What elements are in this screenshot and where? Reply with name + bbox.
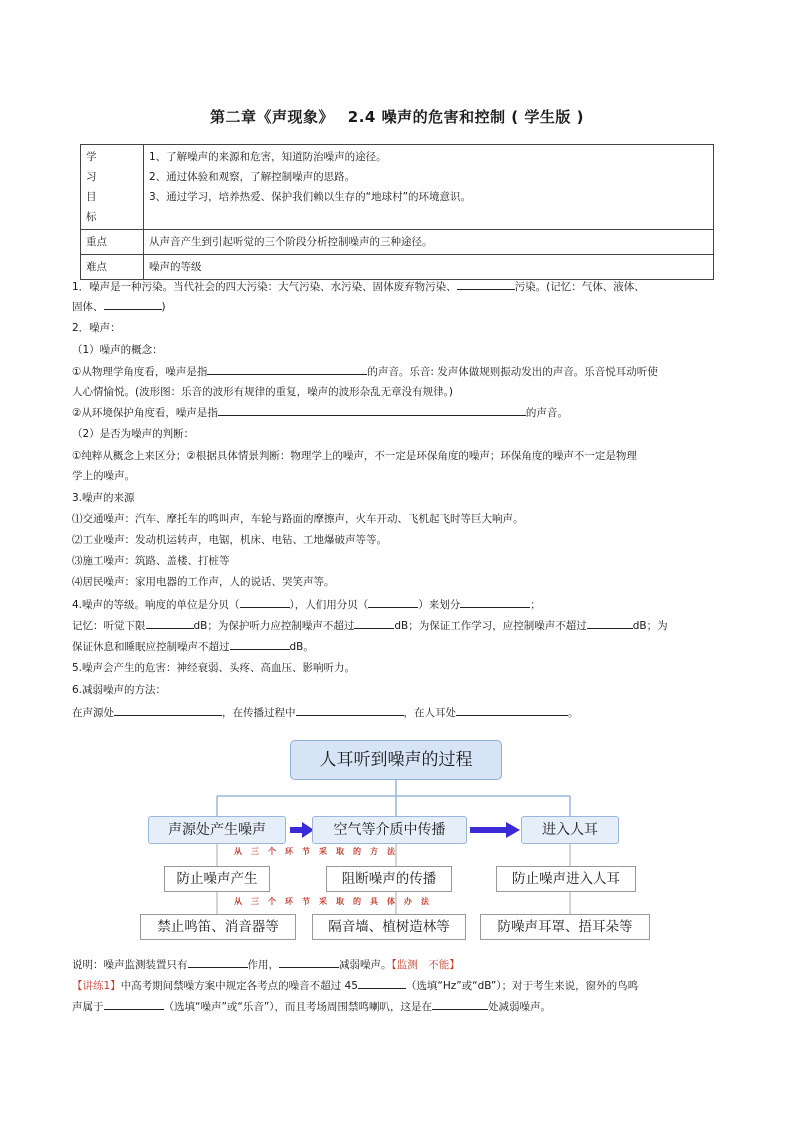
text: 。 xyxy=(568,707,579,719)
text: dB；为保证工作学习，应控制噪声不超过 xyxy=(394,620,587,632)
text: 说明：噪声监测装置只有 xyxy=(72,959,188,971)
blank-field[interactable] xyxy=(354,615,394,629)
line-23 xyxy=(72,975,638,996)
line-1 xyxy=(72,276,645,297)
blank-field[interactable] xyxy=(296,702,404,716)
goals-label-char: 目 xyxy=(86,191,97,203)
example-ear: 防噪声耳罩、捂耳朵等 xyxy=(480,914,650,940)
goals-label-char: 学 xyxy=(86,151,97,163)
example-source: 禁止鸣笛、消音器等 xyxy=(140,914,296,940)
noise-process-diagram xyxy=(140,738,660,944)
text: 在声源处 xyxy=(72,707,114,719)
line-20: 6.减弱噪声的方法： xyxy=(72,684,167,696)
line-10: 学上的噪声。 xyxy=(72,470,135,482)
method-propagation: 阻断噪声的传播 xyxy=(326,866,452,892)
text: ），人们用分贝（ xyxy=(289,599,369,611)
line-2 xyxy=(72,296,166,317)
goals-table xyxy=(80,144,714,280)
text: 的声音。乐音: 发声体做规则振动发出的声音。乐音悦耳动听使 xyxy=(367,366,658,378)
goals-label-char: 习 xyxy=(86,171,97,183)
goal-item: 3、通过学习，培养热爱、保护我们赖以生存的“地球村”的环境意识。 xyxy=(149,191,472,203)
line-16 xyxy=(72,594,541,615)
line-3: 2．噪声： xyxy=(72,322,121,334)
text: ； xyxy=(530,599,541,611)
blank-field[interactable] xyxy=(240,594,290,608)
line-6: 人心情愉悦。(波形图：乐音的波形有规律的重复，噪声的波形杂乱无章没有规律。) xyxy=(72,386,453,398)
text: 污染。(记忆：气体、液体、 xyxy=(514,281,645,293)
blank-field[interactable] xyxy=(114,702,222,716)
text: ，在人耳处 xyxy=(403,707,456,719)
text: 保证休息和睡眠应控制噪声不超过 xyxy=(72,641,230,653)
blank-field[interactable] xyxy=(104,996,164,1010)
blank-field[interactable] xyxy=(207,361,367,375)
blank-field[interactable] xyxy=(456,702,568,716)
blank-field[interactable] xyxy=(368,594,418,608)
line-24 xyxy=(72,996,551,1017)
text: ，在传播过程中 xyxy=(222,707,296,719)
caption-methods: 从三个环节采取的方法 xyxy=(234,847,404,856)
line-13: ⑵工业噪声：发动机运转声，电锯，机床、电钻、工地爆破声等等。 xyxy=(72,534,387,546)
text: dB。 xyxy=(289,641,314,653)
stage-propagation: 空气等介质中传播 xyxy=(312,816,467,844)
goal-item: 2、通过体验和观察，了解控制噪声的思路。 xyxy=(149,171,356,183)
line-11: 3.噪声的来源 xyxy=(72,492,135,504)
text: ②从环境保护角度看，噪声是指 xyxy=(72,407,218,419)
text: 固体、 xyxy=(72,301,104,313)
text: 减弱噪声。 xyxy=(339,959,392,971)
goals-content xyxy=(144,145,714,230)
page-title: 第二章《声现象》 2.4 噪声的危害和控制 ( 学生版 ) xyxy=(210,108,584,126)
text: 作用， xyxy=(247,959,279,971)
example-propagation: 隔音墙、植树造林等 xyxy=(312,914,466,940)
text: ①从物理学角度看，噪声是指 xyxy=(72,366,208,378)
text: 记忆：听觉下限 xyxy=(72,620,146,632)
line-21 xyxy=(72,702,579,723)
line-8: （2）是否为噪声的判断： xyxy=(72,428,195,440)
text: （选填“Hz”或“dB”）；对于考生来说，窗外的鸟鸣 xyxy=(405,980,639,992)
blank-field[interactable] xyxy=(218,402,526,416)
blank-field[interactable] xyxy=(457,276,515,290)
line-5 xyxy=(72,361,658,382)
line-22 xyxy=(72,954,460,975)
blank-field[interactable] xyxy=(587,615,633,629)
text: （选填“噪声”或“乐音”），而且考场周围禁鸣喇叭，这是在 xyxy=(163,1001,433,1013)
goals-label-char: 标 xyxy=(86,211,97,223)
method-source: 防止噪声产生 xyxy=(164,866,270,892)
line-9: ①纯粹从概念上来区分；②根据具体情景判断：物理学上的噪声，不一定是环保角度的噪声；环保角度的噪声不一定是物理 xyxy=(72,450,637,462)
diagram-title-node: 人耳听到噪声的过程 xyxy=(290,740,502,780)
key-label: 重点 xyxy=(81,230,144,255)
blank-field[interactable] xyxy=(104,296,162,310)
text: 声属于 xyxy=(72,1001,104,1013)
difficult-label: 难点 xyxy=(81,255,144,280)
text: dB；为保护听力应控制噪声不超过 xyxy=(193,620,355,632)
caption-specific: 从三个环节采取的具体办法 xyxy=(234,897,438,906)
text: 1．噪声是一种污染。当代社会的四大污染：大气污染、水污染、固体废弃物污染、 xyxy=(72,281,457,293)
blank-field[interactable] xyxy=(188,954,248,968)
blank-field[interactable] xyxy=(460,594,530,608)
stage-source: 声源处产生噪声 xyxy=(148,816,286,844)
line-4: （1）噪声的概念： xyxy=(72,344,163,356)
text: ) xyxy=(161,301,166,313)
goals-label xyxy=(81,145,144,230)
blank-field[interactable] xyxy=(279,954,339,968)
line-18 xyxy=(72,636,314,657)
line-15: ⑷居民噪声：家用电器的工作声，人的说话、哭笑声等。 xyxy=(72,576,335,588)
blank-field[interactable] xyxy=(432,996,488,1010)
text: ）来划分 xyxy=(418,599,461,611)
difficult-content: 噪声的等级 xyxy=(144,255,714,280)
text: 处减弱噪声。 xyxy=(488,1001,552,1013)
line-14: ⑶施工噪声：筑路、盖楼、打桩等 xyxy=(72,555,230,567)
goal-item: 1、了解噪声的来源和危害，知道防治噪声的途径。 xyxy=(149,151,387,163)
text: 的声音。 xyxy=(525,407,568,419)
blank-field[interactable] xyxy=(358,975,406,989)
stage-ear: 进入人耳 xyxy=(521,816,619,844)
blank-field[interactable] xyxy=(230,636,290,650)
line-19: 5.噪声会产生的危害：神经衰弱、头疼、高血压、影响听力。 xyxy=(72,662,356,674)
answer-hint: 【监测 不能】 xyxy=(391,959,460,971)
exercise-label: 【讲练1】 xyxy=(72,980,121,992)
key-content: 从声音产生到引起听觉的三个阶段分析控制噪声的三种途径。 xyxy=(144,230,714,255)
blank-field[interactable] xyxy=(146,615,194,629)
line-12: ⑴交通噪声：汽车、摩托车的鸣叫声，车轮与路面的摩擦声，火车开动、飞机起飞时等巨大响声。 xyxy=(72,513,524,525)
line-7 xyxy=(72,402,568,423)
text: 中高考期间禁噪方案中规定各考点的噪音不超过 45 xyxy=(120,980,358,992)
text: 4.噪声的等级。响度的单位是分贝（ xyxy=(72,599,240,611)
line-17 xyxy=(72,615,668,636)
method-ear: 防止噪声进入人耳 xyxy=(496,866,636,892)
text: dB；为 xyxy=(632,620,668,632)
